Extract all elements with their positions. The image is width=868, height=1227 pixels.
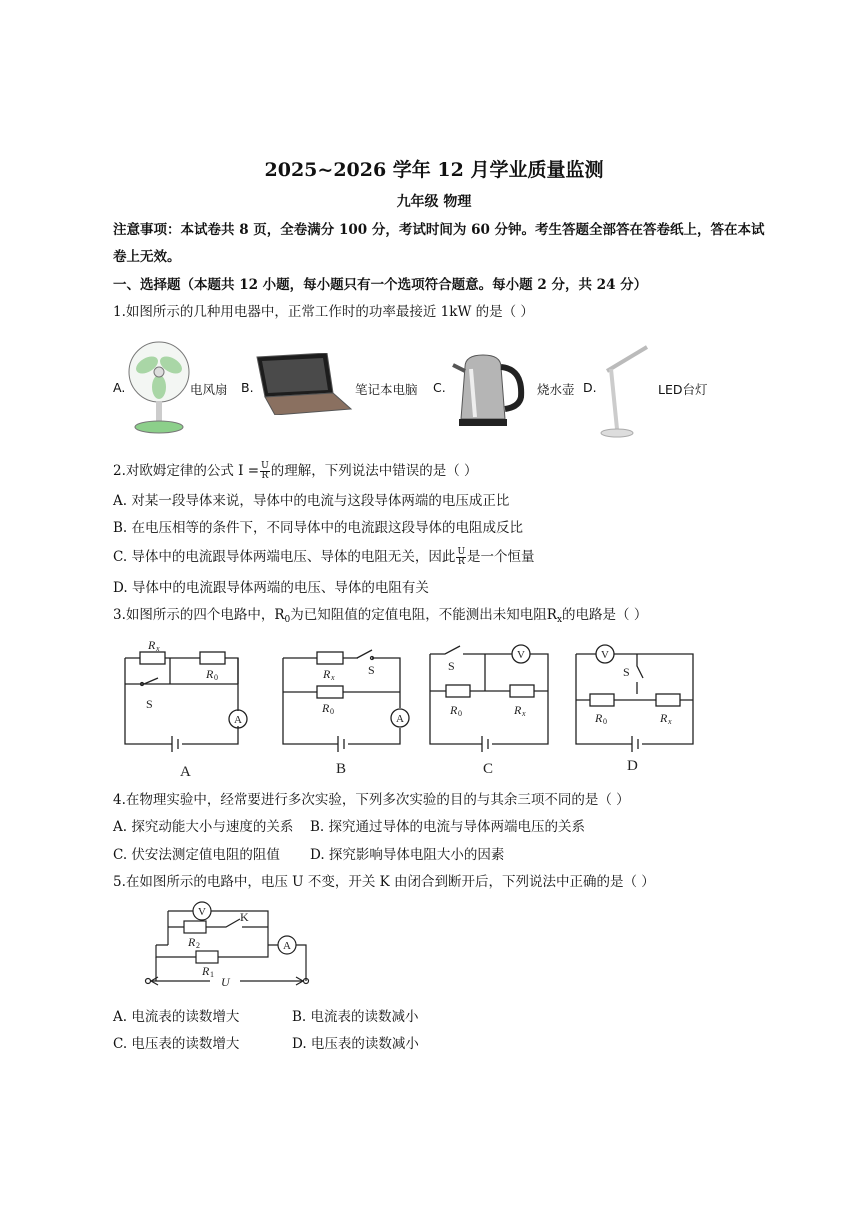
- q3-stem-sub0: 0: [284, 615, 291, 625]
- q3a-s-label: S: [146, 697, 153, 711]
- notice-line-1: 注意事项：本试卷共 8 页，全卷满分 100 分，考试时间为 60 分钟。考生答题全部答在答卷纸上，答在本试: [113, 222, 765, 238]
- q3b-rx-sub: x: [331, 673, 335, 682]
- exam-subtitle: 九年级 物理: [396, 194, 472, 210]
- fan-image: [123, 337, 195, 437]
- q1-option-b-letter: B.: [241, 380, 254, 395]
- q3c-voltmeter-label: V: [517, 649, 525, 661]
- q3b-rx-label: R: [323, 667, 331, 681]
- exam-title: 2025~2026 学年 12 月学业质量监测: [264, 159, 604, 181]
- q5-voltmeter-label: V: [198, 906, 206, 918]
- q5-option-c: C. 电压表的读数增大: [113, 1036, 240, 1052]
- q3d-rx-label: R: [660, 711, 668, 725]
- q2-option-c-post: 是一个恒量: [467, 549, 535, 565]
- q5-option-b: B. 电流表的读数减小: [292, 1009, 419, 1025]
- q2-option-c-fraction: [456, 548, 466, 567]
- q5-k-label: K: [240, 910, 249, 924]
- q3-stem-a: 3.如图所示的四个电路中，R: [113, 607, 285, 623]
- q3-circuit-b-caption: B: [336, 761, 347, 777]
- q3-stem-subx: x: [556, 615, 563, 625]
- q3b-s-label: S: [368, 663, 375, 677]
- q1-option-a-label: 电风扇: [190, 382, 228, 397]
- q3b-ammeter-label: A: [396, 713, 404, 725]
- q3c-rx-sub: x: [522, 709, 526, 718]
- q4-option-d: D. 探究影响导体电阻大小的因素: [310, 847, 505, 863]
- q3d-voltmeter-label: V: [601, 649, 609, 661]
- q3c-r0-label: R: [450, 703, 458, 717]
- laptop-image: [253, 353, 353, 415]
- kettle-image: [451, 347, 531, 429]
- q2-stem-pre: 2.对欧姆定律的公式 I =: [113, 463, 260, 479]
- q3d-r0-sub: 0: [603, 717, 607, 726]
- q3-circuit-d-caption: D: [627, 758, 638, 774]
- q1-option-d-label: LED台灯: [658, 382, 708, 397]
- q3-stem-c: 的电路是（ ）: [562, 607, 648, 623]
- q2-frac-den: R: [261, 471, 269, 481]
- q3a-rx-sub: x: [156, 644, 160, 653]
- q5-option-a: A. 电流表的读数增大: [113, 1009, 240, 1025]
- q3-stem-b: 为已知阻值的定值电阻，不能测出未知电阻R: [290, 607, 557, 623]
- q3d-s-label: S: [623, 665, 630, 679]
- q3a-rx-label: R: [148, 638, 156, 652]
- q1-option-d-letter: D.: [583, 380, 597, 395]
- q2-option-c: [113, 545, 535, 567]
- q3b-r0-label: R: [322, 701, 330, 715]
- q4-option-b: B. 探究通过导体的电流与导体两端电压的关系: [310, 819, 586, 835]
- q3-circuit-figure: [110, 636, 710, 782]
- q3-circuit-a-caption: A: [180, 764, 191, 780]
- q3b-r0-sub: 0: [330, 707, 334, 716]
- q5-option-d: D. 电压表的读数减小: [292, 1036, 419, 1052]
- q3a-r0-sub: 0: [214, 673, 218, 682]
- q3c-s-label: S: [448, 659, 455, 673]
- section-heading: 一、选择题（本题共 12 小题，每小题只有一个选项符合题意。每小题 2 分，共 24 分）: [113, 277, 648, 293]
- q3c-rx-label: R: [514, 703, 522, 717]
- q1-option-a-letter: A.: [113, 380, 126, 395]
- q5-ammeter-label: A: [283, 940, 291, 952]
- q2-option-a: A. 对某一段导体来说，导体中的电流与这段导体两端的电压成正比: [113, 493, 510, 509]
- q1-option-c-letter: C.: [433, 380, 446, 395]
- q5-r2-label: R: [188, 935, 196, 949]
- q2-option-d: D. 导体中的电流跟导体两端的电压、导体的电阻有关: [113, 580, 429, 596]
- q2-optc-frac-num: U: [457, 547, 466, 557]
- q4-option-a: A. 探究动能大小与速度的关系: [113, 819, 294, 835]
- q1-option-c-label: 烧水壶: [537, 382, 575, 397]
- q5-r2-sub: 2: [196, 941, 200, 950]
- q3-stem: [113, 603, 647, 625]
- q1-stem: 1.如图所示的几种用电器中，正常工作时的功率最接近 1kW 的是（ ）: [113, 304, 534, 320]
- q2-stem-post: 的理解，下列说法中错误的是（ ）: [270, 463, 478, 479]
- q2-frac-num: U: [261, 461, 269, 471]
- q3-circuit-c-caption: C: [483, 761, 494, 777]
- q4-stem: 4.在物理实验中，经常要进行多次实验，下列多次实验的目的与其余三项不同的是（ ）: [113, 792, 630, 808]
- q1-option-b-label: 笔记本电脑: [355, 382, 418, 397]
- q5-u-label: U: [221, 975, 230, 989]
- q2-option-c-pre: C. 导体中的电流跟导体两端电压、导体的电阻无关，因此: [113, 549, 456, 565]
- q3d-r0-label: R: [595, 711, 603, 725]
- q1-appliance-figure: [113, 335, 733, 445]
- q2-optc-frac-den: R: [457, 557, 465, 567]
- q4-option-c: C. 伏安法测定值电阻的阻值: [113, 847, 280, 863]
- q5-stem: 5.在如图所示的电路中，电压 U 不变，开关 K 由闭合到断开后，下列说法中正确的是（ ）: [113, 874, 655, 890]
- q2-formula-fraction: [260, 462, 270, 481]
- q2-option-b: B. 在电压相等的条件下，不同导体中的电流跟这段导体的电阻成反比: [113, 520, 524, 536]
- q5-circuit-figure: [140, 895, 320, 995]
- q5-r1-sub: 1: [210, 970, 214, 979]
- led-lamp-image: [595, 341, 665, 439]
- q3a-ammeter-label: A: [234, 714, 242, 726]
- q2-stem: [113, 459, 478, 481]
- q3c-r0-sub: 0: [458, 709, 462, 718]
- q5-r1-label: R: [202, 964, 210, 978]
- q3a-r0-label: R: [206, 667, 214, 681]
- notice-line-2: 卷上无效。: [113, 249, 181, 265]
- q3d-rx-sub: x: [668, 717, 672, 726]
